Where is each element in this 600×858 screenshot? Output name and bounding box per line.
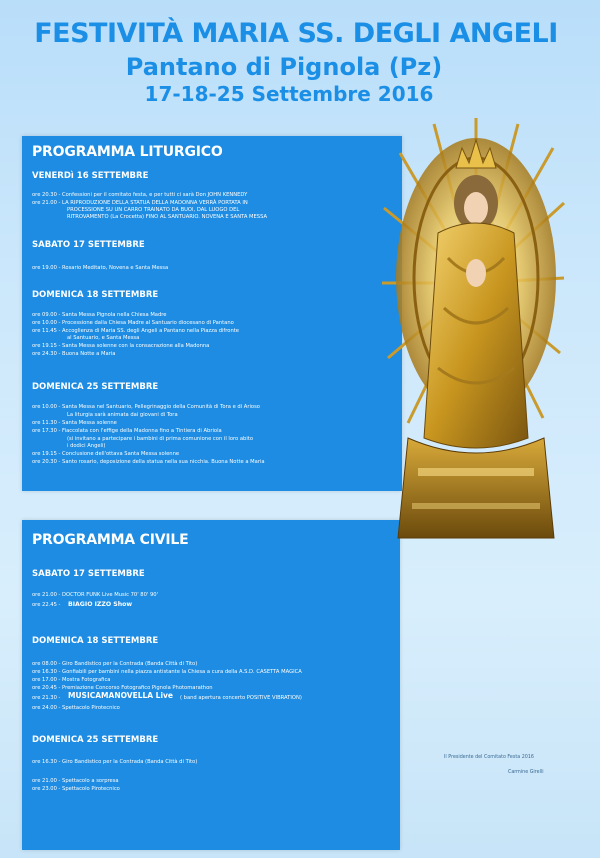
programma-liturgico-panel [22,136,402,491]
event-line: ore 20.30 - Santo rosario, deposizione della statua nella sua nicchia. Buona Notte a Maria [32,459,265,465]
event-line: ore 20.30 - Confessioni per il comitato festa, e per tutti ci sarà Don JOHN KENNEDY [32,192,248,198]
event-line: ore 10.00 - Santa Messa nel Santuario, Pellegrinaggio della Comunità di Tora e di Arioso [32,404,260,410]
event-line: ore 19.00 - Rosario Meditato, Novena e Santa Messa [32,265,169,271]
poster-place: Pantano di Pignola (Pz) [125,53,443,81]
event-line: ore 16.30 - Gonfiabili per bambini nella piazza antistante la Chiesa a cura della A.S.D. CASETTA MAGICA [32,669,302,675]
event-line: i dodici Angeli) [67,443,106,449]
footer-signature: Carmine Girelli [508,770,544,775]
event-line: ore 21.00 - DOCTOR FUNK Live Music 70' 80' 90' [32,592,158,598]
event-line: La liturgia sarà animata dai giovani di Tora [67,412,178,418]
footer-president: Il Presidente del Comitato Festa 2016 [444,755,534,760]
event-line: PROCESSIONE SU UN CARRO TRAINATO DA BUOI, DAL LUOGO DEL [67,207,240,213]
day-heading: SABATO 17 SETTEMBRE [32,569,145,579]
event-line: ore 24.30 - Buona Notte a Maria [32,351,116,357]
programma-liturgico-title: PROGRAMMA LITURGICO [32,144,223,160]
event-line: ore 21.00 - Spettacolo a sorpresa [32,778,119,784]
programma-civile-title: PROGRAMMA CIVILE [32,532,189,548]
madonna-statue-image [378,108,566,556]
day-heading: VENERDì 16 SETTEMBRE [32,171,149,181]
event-line: ore 16.30 - Giro Bandistico per la Contrada (Banda Città di Tito) [32,759,198,765]
event-line: ore 21.00 - LA RIPRODUZIONE DELLA STATUA DELLA MADONNA VERRÀ PORTATA IN [32,200,248,206]
day-heading: DOMENICA 25 SETTEMBRE [32,735,159,745]
event-line: ( band apertura concerto POSITIVE VIBRATION) [180,695,302,701]
event-line: ore 22.45 - [32,602,61,608]
programma-civile-panel [22,520,400,850]
event-line: ore 17.00 - Mostra Fotografica [32,677,111,683]
event-highlight: BIAGIO IZZO Show [68,601,133,608]
event-line: ore 19.15 - Santa Messa solenne con la consacrazione alla Madonna [32,343,210,349]
poster-dates: 17-18-25 Settembre 2016 [144,82,434,106]
event-line: al Santuario, e Santa Messa [67,335,140,341]
event-line: ore 17.30 - Fiaccolata con l'effige della Madonna fino a Tintiera di Abriola [32,428,222,434]
event-line: ore 09.00 - Santa Messa Pignola nella Chiesa Madre [32,312,167,318]
event-line: ore 11.30 - Santa Messa solenne [32,420,117,426]
event-line: ore 10.00 - Processione dalla Chiesa Madre al Santuario diocesano di Pantano [32,320,234,326]
day-heading: SABATO 17 SETTEMBRE [32,240,145,250]
poster-title: FESTIVITÀ MARIA SS. DEGLI ANGELI [34,18,558,49]
event-line: (si invitano a partecipare i bambini di prima comunione con il loro abito [67,436,253,442]
event-line: ore 23.00 - Spettacolo Pirotecnico [32,786,120,792]
event-line: ore 08.00 - Giro Bandistico per la Contrada (Banda Città di Tito) [32,661,198,667]
event-line: ore 21.30 - [32,695,61,701]
event-line: ore 19.15 - Conclusione dell'ottava Santa Messa solenne [32,451,180,457]
day-heading: DOMENICA 18 SETTEMBRE [32,290,159,300]
day-heading: DOMENICA 18 SETTEMBRE [32,636,159,646]
day-heading: DOMENICA 25 SETTEMBRE [32,382,159,392]
event-line: ore 11.45 - Accoglienza di Maria SS. degli Angeli a Pantano nella Piazza difronte [32,328,239,334]
event-line: RITROVAMENTO (La Crocetta) FINO AL SANTUARIO. NOVENA E SANTA MESSA [67,214,268,220]
event-line: ore 24.00 - Spettacolo Pirotecnico [32,705,120,711]
event-line: ore 20.45 - Premiazione Concorso Fotografico Pignola Photomarathon [32,685,213,691]
poster-header [0,18,600,106]
event-highlight: MUSICAMANOVELLA Live [68,691,173,700]
